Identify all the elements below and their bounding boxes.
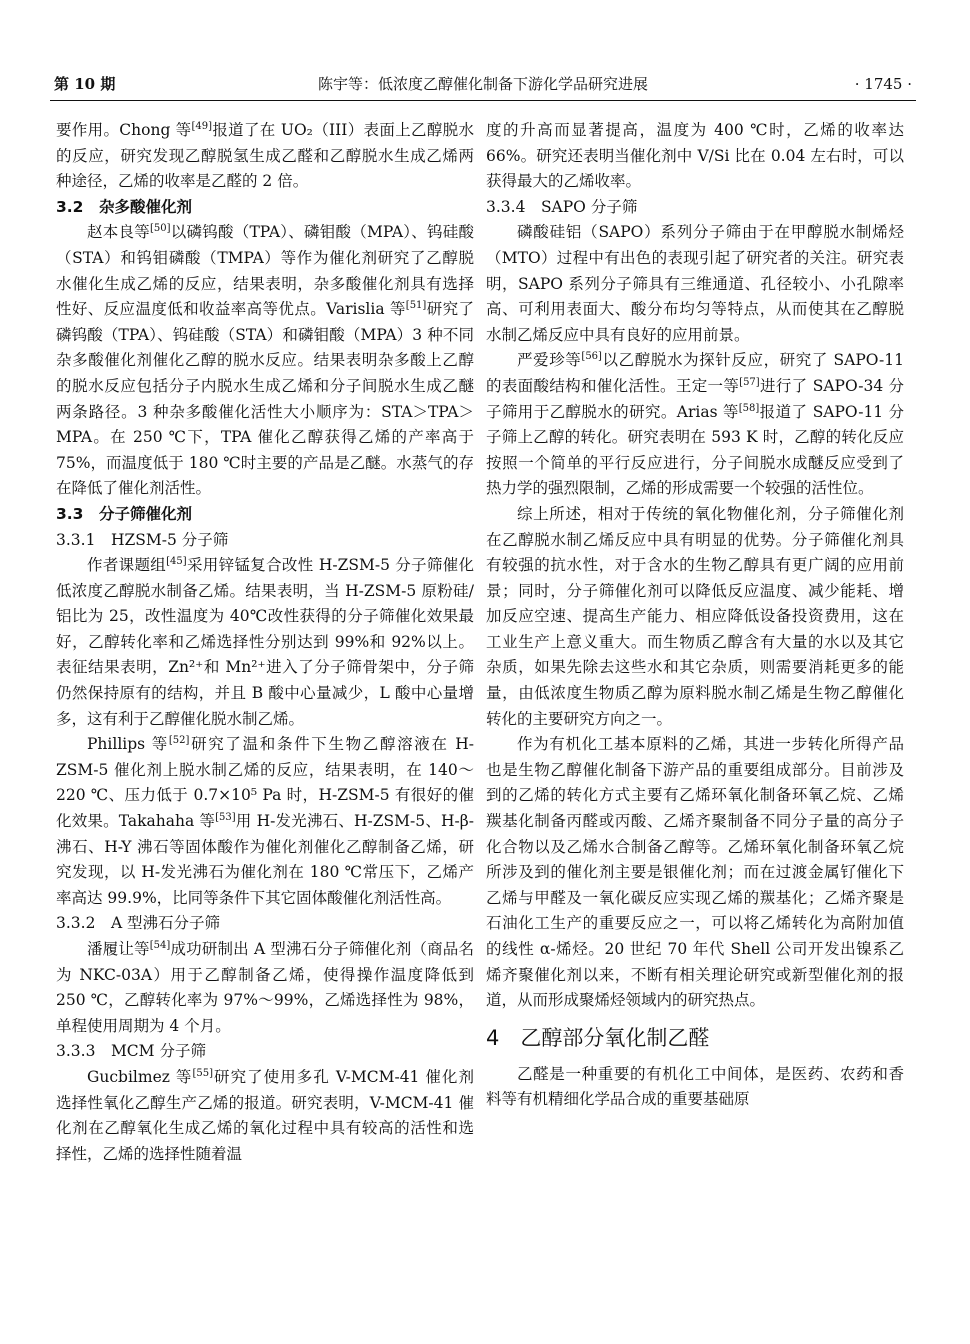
- subsection-heading-3-3-3: 3.3.3 MCM 分子筛: [56, 1042, 206, 1061]
- paragraph: 严爱珍等[56]以乙醇脱水为探针反应，研究了 SAPO-11 的表面酸结构和催化活性。王定一等[57]进行了 SAPO-34 分子筛用于乙醇脱水的研究。Arias 等[58]报道了 SAPO-11 分子筛上乙醇的转化。研究表明在 593 K 时，乙醇的转化反应按照一个简单的平行反应进行，分子间脱水成醚反应受到了热力学的强烈限制，乙烯的形成需要一个较强的活性位。: [486, 351, 904, 498]
- subsection-heading-3-3-4: 3.3.4 SAPO 分子筛: [486, 197, 638, 216]
- page-number: · 1745 ·: [854, 75, 912, 93]
- subsection-heading-3-3-1: 3.3.1 HZSM-5 分子筛: [56, 530, 229, 549]
- paragraph: Phillips 等[52]研究了温和条件下生物乙醇溶液在 H-ZSM-5 催化剂上脱水制乙烯的反应，结果表明，在 140～220 ℃、压力低于 0.7×10⁵ Pa 时，H-ZSM-5 有很好的催化效果。Takahaha 等[53]用 H-发光沸石、H-ZSM-5、H-β-沸石、H-Y 沸石等固体酸作为催化剂催化乙醇制备乙烯，研究发现，以 H-发光沸石为催化剂在 180 ℃常压下，乙烯产率高达 99.9%，比同等条件下其它固体酸催化剂活性高。: [56, 735, 474, 907]
- citation-marker: [54]: [149, 939, 171, 951]
- citation-marker: [45]: [166, 555, 187, 567]
- paragraph: 要作用。Chong 等[49]报道了在 UO₂（III）表面上乙醇脱水的反应，研究发现乙醇脱氢生成乙醛和乙醇脱水生成乙烯两种途径，乙烯的收率是乙醛的 2 倍。: [56, 120, 474, 191]
- section-heading-4: 4 乙醇部分氧化制乙醛: [486, 1025, 710, 1050]
- citation-marker: [52]: [168, 735, 190, 747]
- citation-marker: [55]: [192, 1067, 213, 1079]
- header-rule: [50, 100, 916, 101]
- citation-marker: [57]: [739, 376, 760, 388]
- right-column: [486, 118, 904, 1113]
- citation-marker: [58]: [738, 402, 760, 414]
- citation-marker: [51]: [405, 300, 427, 311]
- section-heading-3-2: 3.2 杂多酸催化剂: [56, 197, 192, 216]
- citation-marker: [49]: [191, 120, 212, 132]
- citation-marker: [50]: [149, 223, 171, 235]
- issue-number: 第 10 期: [54, 75, 116, 93]
- subsection-heading-3-3-2: 3.3.2 A 型沸石分子筛: [56, 914, 221, 933]
- section-heading-3-3: 3.3 分子筛催化剂: [56, 504, 192, 523]
- paragraph: 度的升高而显著提高，温度为 400 ℃时，乙烯的收率达 66%。研究还表明当催化剂中 V/Si 比在 0.04 左右时，可以获得最大的乙烯收率。: [486, 121, 904, 191]
- running-header: [50, 70, 916, 98]
- paragraph: 磷酸硅铝（SAPO）系列分子筛由于在甲醇脱水制烯烃（MTO）过程中有出色的表现引起了研究者的关注。研究表明，SAPO 系列分子筛具有三维通道、孔径较小、小孔隙率高、可利用表面大、酸分布均匀等特点，从而使其在乙醇脱水制乙烯反应中具有良好的应用前景。: [486, 223, 904, 344]
- paragraph: 作者课题组[45]采用锌锰复合改性 H-ZSM-5 分子筛催化低浓度乙醇脱水制备乙烯。结果表明，当 H-ZSM-5 原粉硅/铝比为 25，改性温度为 40℃改性获得的分子筛催化效果最好，乙醇转化率和乙烯选择性分别达到 99%和 92%以上。表征结果表明，Zn²⁺和 Mn²⁺进入了分子筛骨架中，分子筛仍然保持原有的结构，并且 B 酸中心量减少，L 酸中心量增多，这有利于乙醇催化脱水制乙烯。: [56, 555, 474, 728]
- paragraph: Gucbilmez 等[55]研究了使用多孔 V-MCM-41 催化剂选择性氧化乙醇生产乙烯的报道。研究表明，V-MCM-41 催化剂在乙醇氧化生成乙烯的氧化过程中具有较高的活性和选择性，乙烯的选择性随着温: [56, 1067, 474, 1163]
- paragraph: 乙醛是一种重要的有机化工中间体，是医药、农药和香料等有机精细化学品合成的重要基础原: [486, 1064, 904, 1109]
- running-title: 陈宇等：低浓度乙醇催化制备下游化学品研究进展: [317, 75, 648, 93]
- paragraph: 综上所述，相对于传统的氧化物催化剂，分子筛催化剂在乙醇脱水制乙烯反应中具有明显的优势。分子筛催化剂具有较强的抗水性，对于含水的生物乙醇具有更广阔的应用前景；同时，分子筛催化剂可以降低反应温度、减少能耗、增加反应空速、提高生产能力、相应降低设备投资费用，这在工业生产上意义重大。而生物质乙醇含有大量的水以及其它杂质，如果先除去这些水和其它杂质，则需要消耗更多的能量，由低浓度生物质乙醇为原料脱水制乙烯是生物乙醇催化转化的主要研究方向之一。: [486, 504, 904, 728]
- left-column: [56, 118, 474, 1167]
- paragraph: 潘履让等[54]成功研制出 A 型沸石分子筛催化剂（商品名为 NKC-03A）用于乙醇制备乙烯，使得操作温度降低到 250 ℃，乙醇转化率为 97%～99%，乙烯选择性为 98%，单程使用周期为 4 个月。: [56, 939, 474, 1035]
- citation-marker: [56]: [581, 351, 602, 363]
- paragraph: 作为有机化工基本原料的乙烯，其进一步转化所得产品也是生物乙醇催化制备下游产品的重要组成部分。目前涉及到的乙烯的转化方式主要有乙烯环氧化制备环氧乙烷、乙烯羰基化制备丙醛或丙酸、乙烯齐聚制备不同分子量的高分子化合物以及乙烯水合制备乙醇等。乙烯环氧化制备环氧乙烷所涉及到的催化剂主要是银催化剂；而在过渡金属钌催化下乙烯与甲醛及一氧化碳反应实现乙烯的羰基化；乙烯齐聚是石油化工生产的重要反应之一，可以将乙烯转化为高附加值的线性 α-烯烃。20 世纪 70 年代 Shell 公司开发出镍系乙烯齐聚催化剂以来，不断有相关理论研究或新型催化剂的报道，从而形成聚烯烃领域内的研究热点。: [486, 735, 904, 1010]
- citation-marker: [53]: [215, 811, 236, 823]
- paragraph: 赵本良等[50]以磷钨酸（TPA）、磷钼酸（MPA）、钨硅酸（STA）和钨钼磷酸（TMPA）等作为催化剂研究了乙醇脱水催化生成乙烯的反应，结果表明，杂多酸催化剂具有选择性好、反应温度低和收益率高等优点。Varislia 等[51]研究了磷钨酸（TPA）、钨硅酸（STA）和磷钼酸（MPA）3 种不同杂多酸催化剂催化乙醇的脱水反应。结果表明杂多酸上乙醇的脱水反应包括分子内脱水生成乙烯和分子间脱水生成乙醚两条路径。3 种杂多酸催化活性大小顺序为：STA＞TPA＞MPA。在 250 ℃下，TPA 催化乙醇获得乙烯的产率高于 75%，而温度低于 180 ℃时主要的产品是乙醚。水蒸气的存在降低了催化剂活性。: [56, 223, 474, 498]
